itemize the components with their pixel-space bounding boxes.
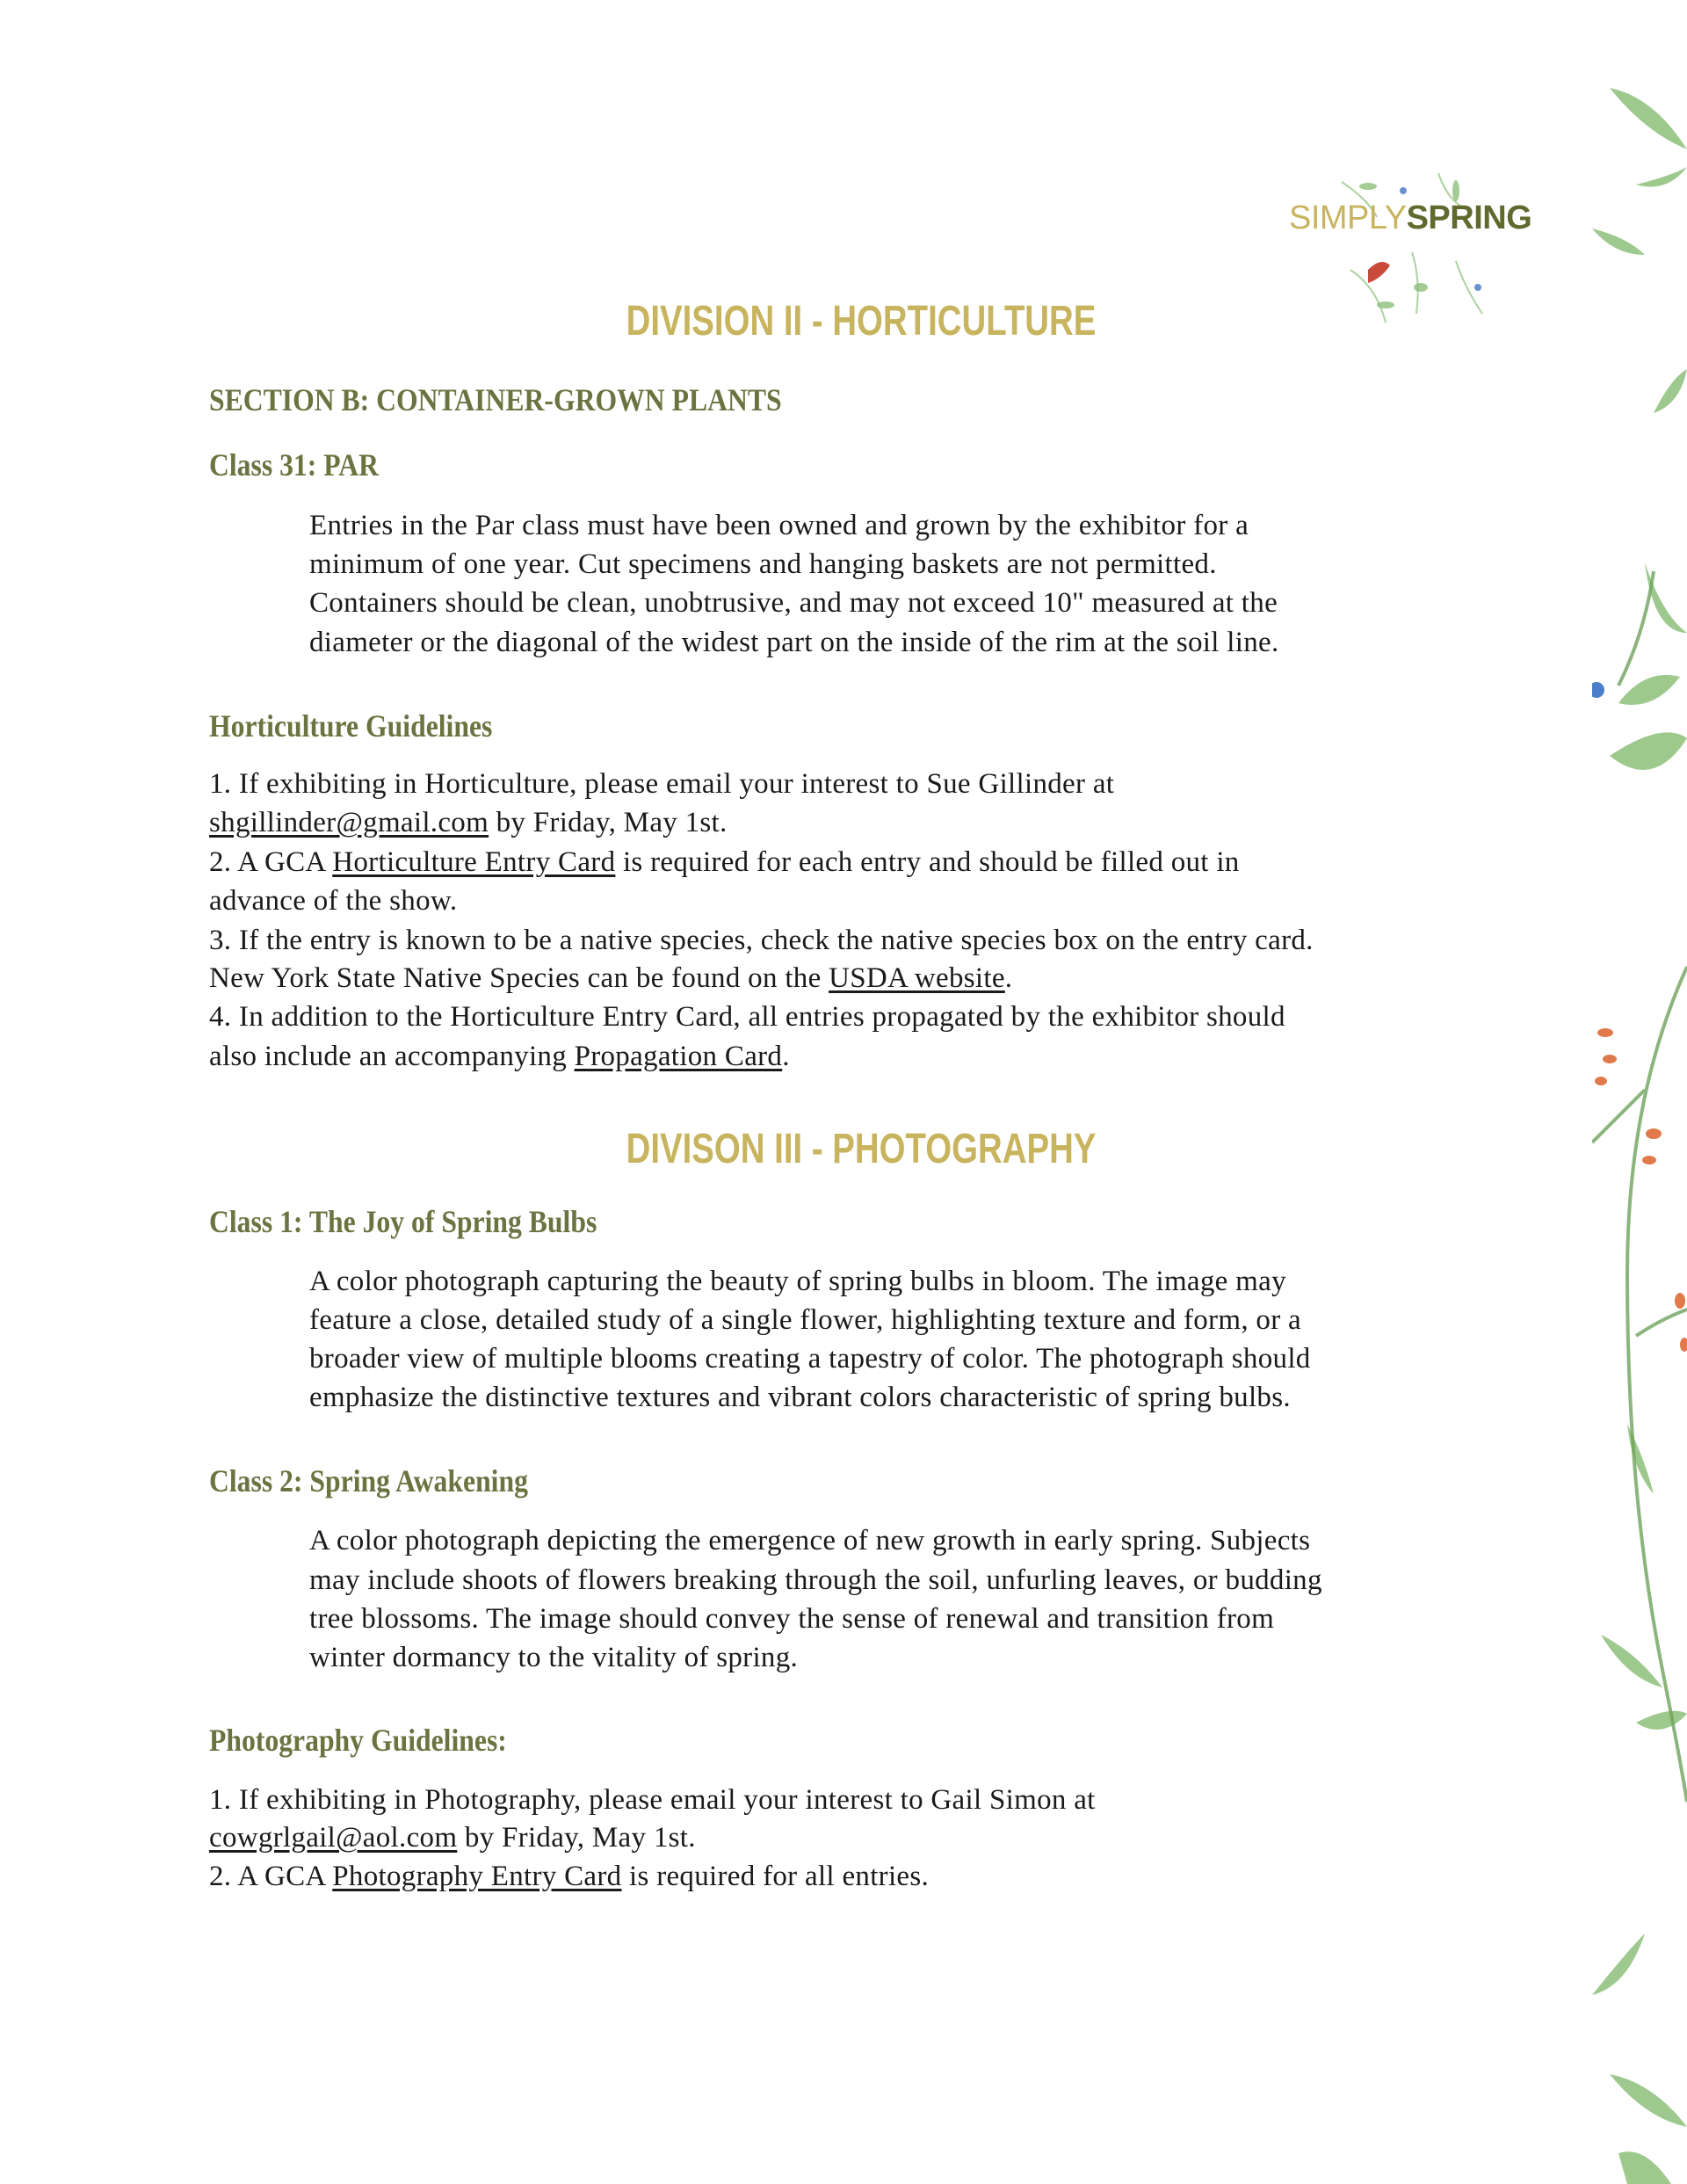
propagation-card-link[interactable]: Propagation Card (574, 1041, 783, 1072)
logo-simply: SIMPLY (1289, 200, 1407, 236)
email-link-gail[interactable]: cowgrlgail@aol.com (209, 1822, 458, 1854)
hort-guideline-4: 4. In addition to the Horticulture Entry Card, all entries propagated by the exhibitor should (209, 1001, 1285, 1033)
usda-website-link[interactable]: USDA website (829, 962, 1005, 994)
hort-guideline-2 (209, 846, 1240, 879)
hort-guideline-3: 3. If the entry is known to be a native species, check the native species box on the entry card. (209, 925, 1314, 956)
text: 2. A GCA (209, 846, 333, 878)
class-1-heading: Class 1: The Joy of Spring Bulbs (209, 1204, 597, 1239)
text: 2. A GCA (209, 1861, 333, 1892)
text: . (782, 1041, 790, 1072)
photo-guideline-1-cont (209, 1822, 696, 1854)
class-2-text-line: may include shoots of flowers breaking through the soil, unfurling leaves, or budding (309, 1564, 1322, 1596)
text: is required for all entries. (621, 1861, 930, 1892)
class-2-text-line: tree blossoms. The image should convey the sense of renewal and transition from (309, 1603, 1275, 1635)
class-1-text-line: broader view of multiple blooms creating a tapestry of color. The photograph should (309, 1343, 1311, 1375)
class-31-text-line: diameter or the diagonal of the widest part on the inside of the rim at the soil line. (309, 627, 1279, 658)
text: . (1004, 962, 1013, 994)
text: is required for each entry and should be filled out in (615, 846, 1240, 878)
class-2-text-line: winter dormancy to the vitality of spring. (309, 1642, 799, 1673)
class-31-text-line: Containers should be clean, unobtrusive, and may not exceed 10" measured at the (309, 587, 1278, 619)
text: New York State Native Species can be found on the (209, 962, 829, 994)
hort-guideline-1-cont (209, 807, 728, 839)
email-link-sue[interactable]: shgillinder@gmail.com (209, 807, 489, 838)
botanical-border-illustration (1592, 0, 1687, 2184)
hort-guideline-4-cont (209, 1041, 790, 1073)
photo-guideline-2 (209, 1861, 929, 1893)
class-2-text-line: A color photograph depicting the emergence of new growth in early spring. Subjects (309, 1525, 1311, 1556)
class-1-text-line: A color photograph capturing the beauty of spring bulbs in bloom. The image may (309, 1266, 1286, 1297)
class-31-heading: Class 31: PAR (209, 447, 380, 483)
horticulture-guidelines-heading: Horticulture Guidelines (209, 708, 493, 744)
hort-guideline-3-cont (209, 962, 1012, 995)
class-2-heading: Class 2: Spring Awakening (209, 1463, 528, 1498)
text: also include an accompanying (209, 1041, 575, 1072)
text: by Friday, May 1st. (457, 1822, 696, 1854)
horticulture-entry-card-link[interactable]: Horticulture Entry Card (332, 846, 616, 878)
photo-guideline-1: 1. If exhibiting in Photography, please email your interest to Gail Simon at (209, 1784, 1096, 1816)
class-1-text-line: feature a close, detailed study of a single flower, highlighting texture and form, or a (309, 1304, 1302, 1336)
section-b-heading: SECTION B: CONTAINER-GROWN PLANTS (209, 382, 782, 417)
hort-guideline-2-cont: advance of the show. (209, 885, 458, 917)
hort-guideline-1: 1. If exhibiting in Horticulture, please email your interest to Sue Gillinder at (209, 768, 1115, 800)
simply-spring-logo (1289, 164, 1533, 324)
class-31-text-line: Entries in the Par class must have been owned and grown by the exhibitor for a (309, 510, 1249, 541)
logo-botanical-illustration (1333, 164, 1491, 324)
division-3-heading: DIVISON III - PHOTOGRAPHY (626, 1126, 1097, 1172)
class-31-text-line: minimum of one year. Cut specimens and hanging baskets are not permitted. (309, 548, 1217, 580)
photography-guidelines-heading: Photography Guidelines: (209, 1723, 507, 1758)
division-2-heading: DIVISION II - HORTICULTURE (626, 298, 1097, 345)
text: by Friday, May 1st. (489, 807, 728, 838)
logo-spring: SPRING (1406, 200, 1532, 236)
class-1-text-line: emphasize the distinctive textures and vibrant colors characteristic of spring bulbs. (309, 1382, 1291, 1413)
photography-entry-card-link[interactable]: Photography Entry Card (332, 1861, 622, 1892)
